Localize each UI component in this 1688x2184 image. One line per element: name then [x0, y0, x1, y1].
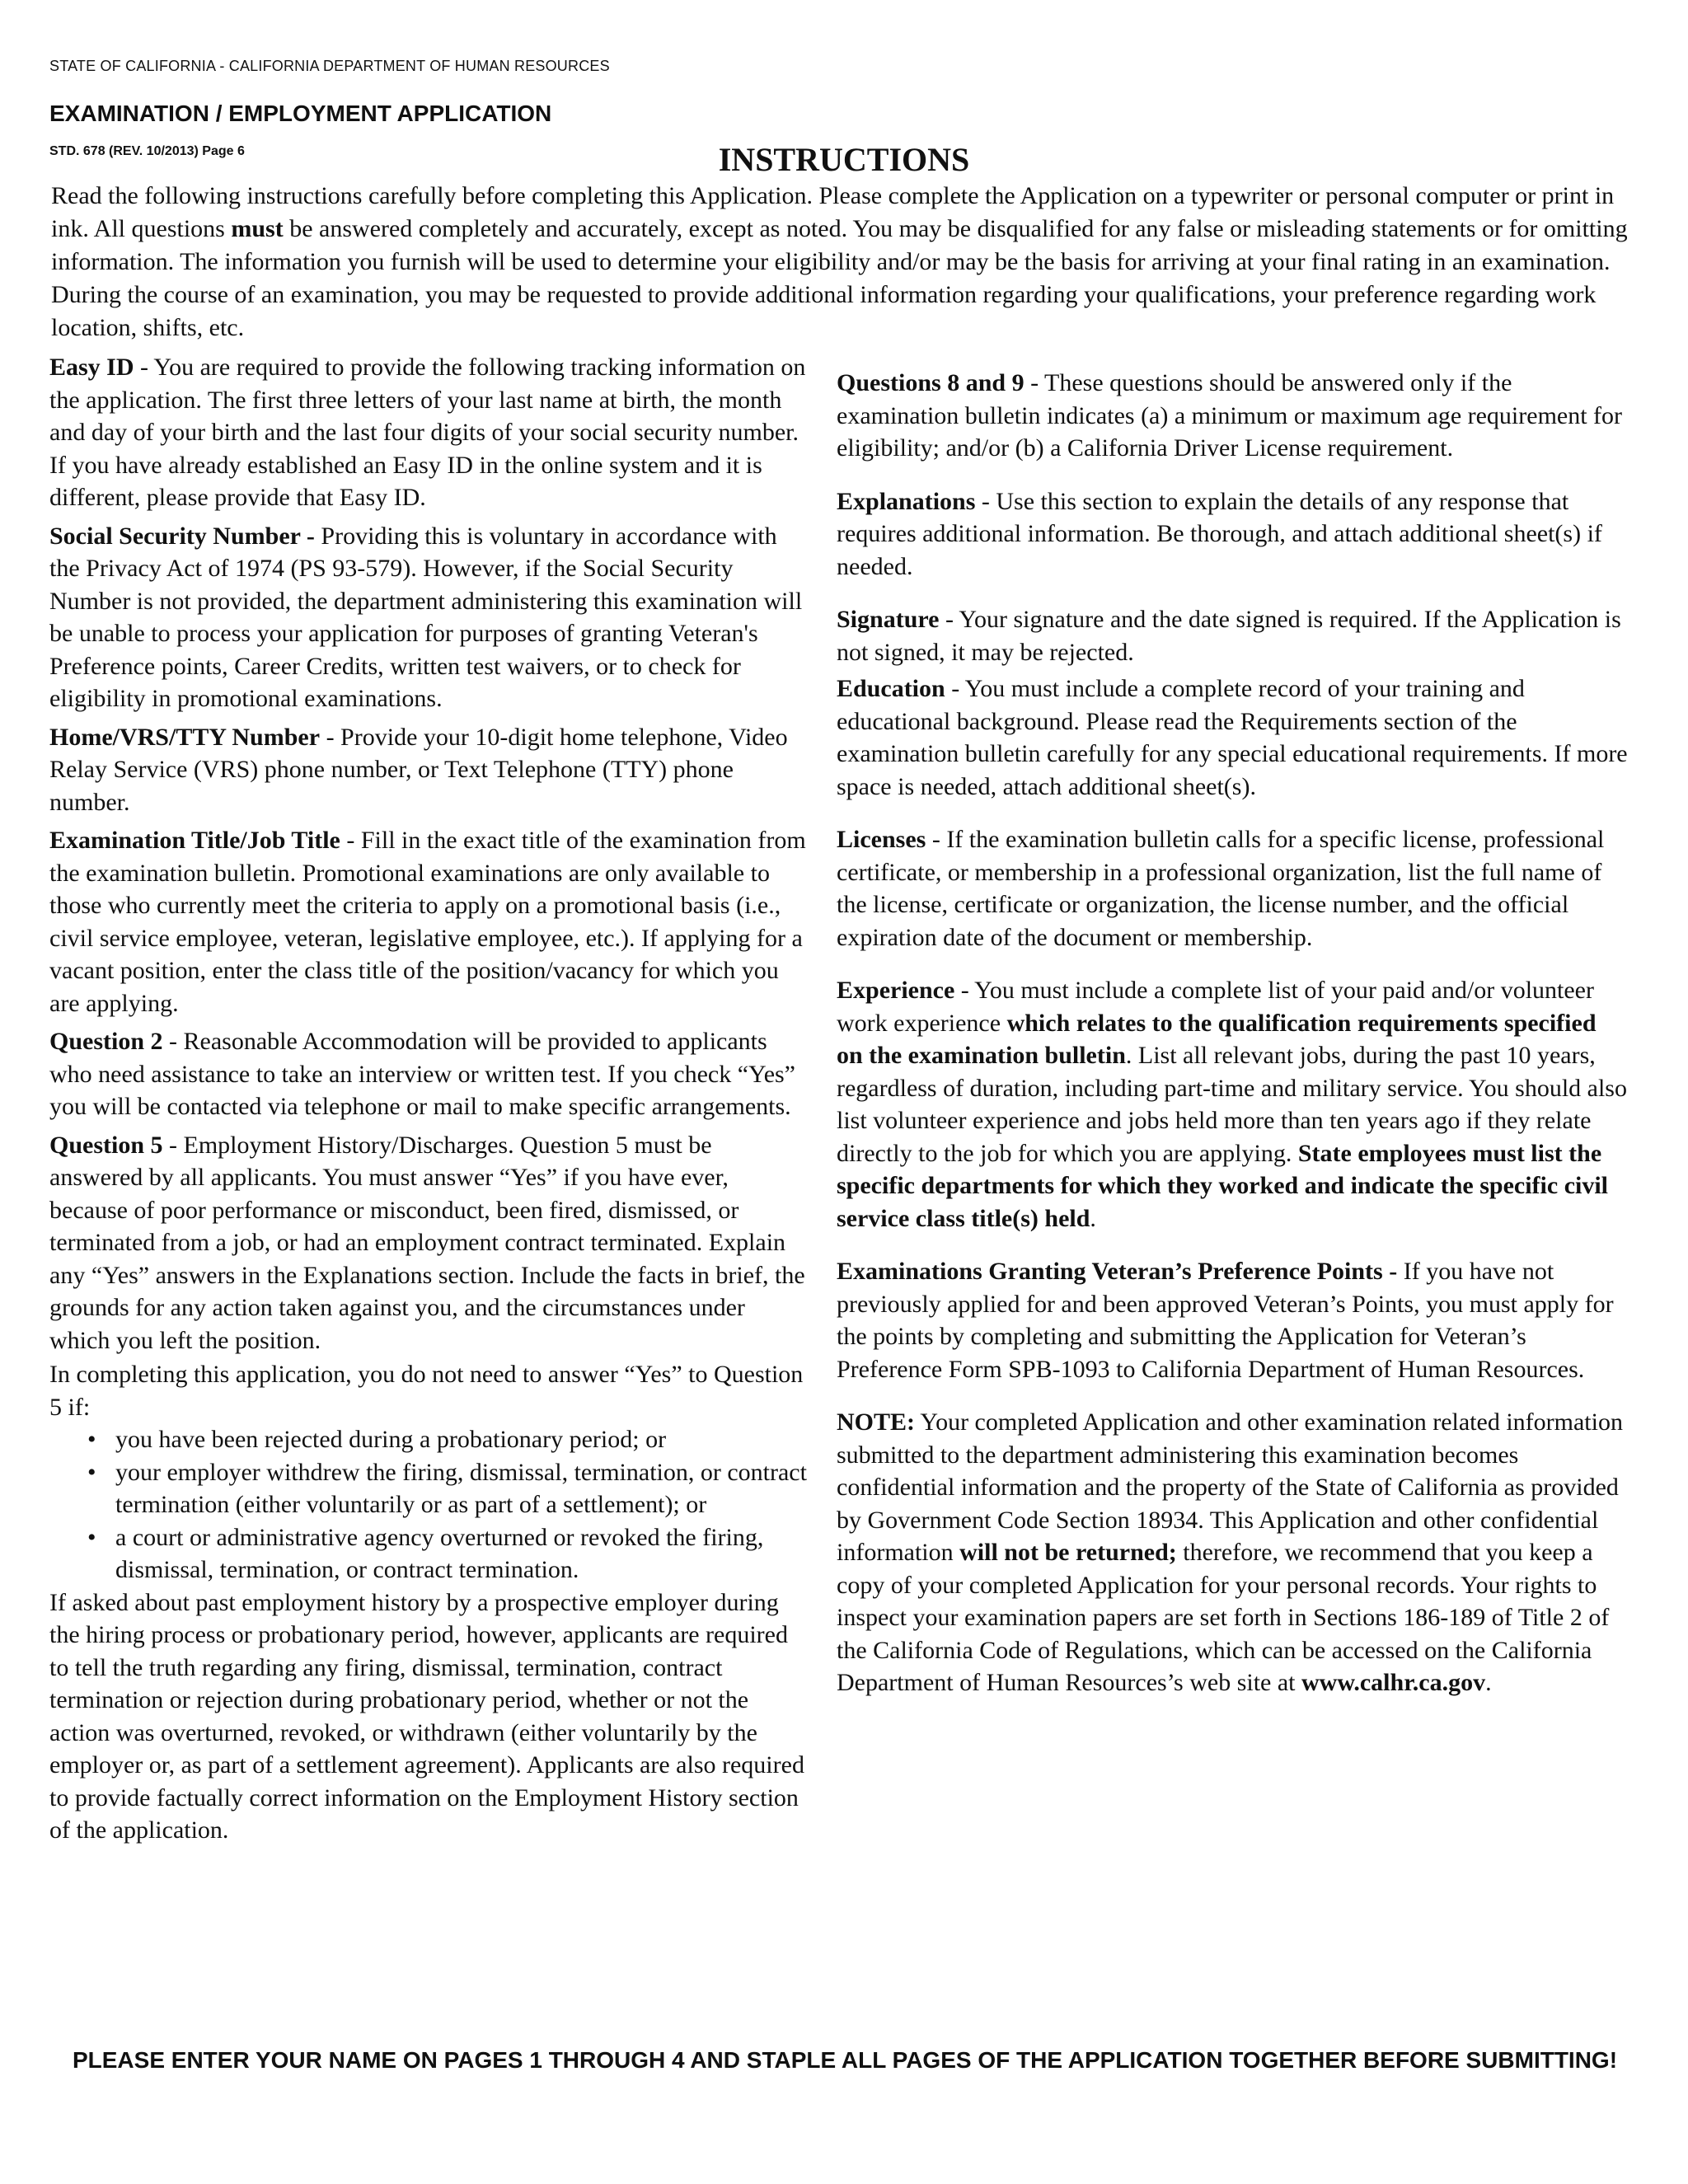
section-explanations [837, 485, 1628, 583]
section-note [837, 1406, 1628, 1699]
section-term: Experience [837, 977, 955, 1004]
form-number: STD. 678 (REV. 10/2013) Page 6 [49, 144, 245, 158]
intro-text-continued: be answered completely and accurately, except as noted. You may be disqualified for any false or misleading statements or for omitting information. The information you furnish will be used to determine your eligibility and/or may be the basis for arriving at your final rating in an examination. During the course of an examination, you may be requested to provide additional information regarding your qualifications, your preference regarding work location, shifts, etc. [51, 215, 1628, 341]
list-item [87, 1423, 808, 1456]
left-column [49, 351, 808, 1853]
section-text: - You must include a complete record of your training and educational background. Please read the Requirements section of the examination bulletin carefully for any special educational requirements. If more space is needed, attach additional sheet(s). [837, 675, 1628, 800]
section-text: . [1485, 1669, 1492, 1696]
section-text: . List all relevant jobs, during the past 10 years, regardless of duration, including part-time and military service. You should also list volunteer experience and jobs held more than ten years ago if they relate directly to the job for which you are applying. [837, 1042, 1627, 1167]
section-text: - If the examination bulletin calls for a specific license, professional certificate, or membership in a professional organization, list the full name of the license, certificate or organization, the license number, and the official expiration date of the document or membership. [837, 826, 1605, 951]
section-text: - You must include a complete list of your paid and/or volunteer work experience [837, 977, 1594, 1037]
section-emphasis: which relates to the qualification requirements specified on the examination bulletin [837, 1009, 1597, 1069]
section-experience [837, 974, 1628, 1235]
section-exam-title [49, 824, 808, 1019]
list-item-text: a court or administrative agency overturned or revoked the firing, dismissal, termination, or contract termination. [115, 1523, 764, 1583]
section-text: - Employment History/Discharges. Question 5 must be answered by all applicants. You must answer “Yes” if you have ever, because of poor performance or misconduct, been fired, dismissed, or terminated from a job, or had an employment contract terminated. Explain any “Yes” answers in the Explanations section. Include the facts in brief, the grounds for any action taken against you, and the circumstances under which you left the position. [49, 1131, 805, 1354]
section-licenses [837, 823, 1628, 954]
section-text: - Provide your 10-digit home telephone, Video Relay Service (VRS) phone number, or Text Telephone (TTY) phone number. [49, 723, 788, 816]
section-emphasis: State employees must list the specific departments for which they worked and indicate the specific civil service class title(s) held [837, 1139, 1609, 1232]
section-question-2 [49, 1025, 808, 1123]
section-veterans-preference [837, 1255, 1628, 1385]
section-phone [49, 721, 808, 819]
section-text: - Use this section to explain the details of any response that requires additional information. Be thorough, and attach additional sheet(s) if needed. [837, 487, 1602, 580]
intro-text: Read the following instructions carefully before completing this Application. Please complete the Application on a typewriter or personal computer or print in ink. All questions [51, 182, 1615, 242]
section-term: NOTE: [837, 1408, 916, 1436]
section-text: . [1090, 1204, 1096, 1232]
section-ssn [49, 520, 808, 715]
right-column [837, 367, 1628, 1720]
section-text: - Reasonable Accommodation will be provided to applicants who need assistance to take an interview or written test. If you check “Yes” you will be contacted via telephone or mail to make specific arrangements. [49, 1028, 795, 1120]
section-text: - These questions should be answered only if the examination bulletin indicates (a) a minimum or maximum age requirement for eligibility; and/or (b) a California Driver License requirement. [837, 369, 1623, 462]
section-term: Examination Title/Job Title [49, 827, 340, 854]
section-term: Examinations Granting Veteran’s Preference Points - [837, 1258, 1398, 1285]
bullet-icon: • [87, 1426, 96, 1453]
section-term: Question 2 [49, 1028, 163, 1055]
section-easy-id [49, 351, 808, 514]
intro-emphasis: must [231, 215, 284, 242]
list-item [87, 1456, 808, 1521]
section-emphasis: will not be returned; [959, 1539, 1177, 1566]
section-term: Easy ID [49, 354, 134, 381]
section-closing: If asked about past employment history by a prospective employer during the hiring process or probationary period, however, applicants are required to tell the truth regarding any firing, dismissal, termination, contract termination or rejection during probationary period, whether or not the action was overturned, revoked, or withdrawn (either voluntarily by the employer or, as part of a settlement agreement). Applicants are also required to provide factually correct information on the Employment History section of the application. [49, 1588, 804, 1844]
section-text: therefore, we recommend that you keep a copy of your completed Application for your personal records. Your rights to inspect your examination papers are set forth in Sections 186-189 of Title 2 of the California Code of Regulations, which can be accessed on the California Department of Human Resources’s web site at [837, 1539, 1610, 1696]
section-term: Education [837, 675, 945, 702]
section-term: Question 5 [49, 1131, 163, 1159]
form-title: EXAMINATION / EMPLOYMENT APPLICATION [49, 101, 552, 126]
page-title: INSTRUCTIONS [718, 141, 970, 178]
list-item-text: you have been rejected during a probationary period; or [115, 1426, 667, 1453]
bullet-icon: • [87, 1458, 96, 1486]
footer-notice: PLEASE ENTER YOUR NAME ON PAGES 1 THROUGH 4 AND STAPLE ALL PAGES OF THE APPLICATION TOGETHER BEFORE SUBMITTING! [72, 2047, 1618, 2073]
section-education [837, 673, 1628, 803]
section-text: - You are required to provide the following tracking information on the application. The first three letters of your last name at birth, the month and day of your birth and the last four digits of your social security number. If you have already established an Easy ID in the online system and it is different, please provide that Easy ID. [49, 354, 806, 511]
section-question-5 [49, 1129, 808, 1357]
intro-paragraph [51, 180, 1642, 344]
list-item [87, 1521, 808, 1586]
list-item-text: your employer withdrew the firing, dismissal, termination, or contract termination (either voluntarily or as part of a settlement); or [115, 1458, 807, 1518]
agency-name: STATE OF CALIFORNIA - CALIFORNIA DEPARTMENT OF HUMAN RESOURCES [49, 58, 610, 74]
section-term: Explanations [837, 487, 976, 515]
bullet-icon: • [87, 1523, 96, 1551]
section-term: Licenses [837, 826, 926, 853]
section-text: Providing this is voluntary in accordance with the Privacy Act of 1974 (PS 93-579). However, if the Social Security Number is not provided, the department administering this examination will be unable to process your application for purposes of granting Veteran's Preference points, Career Credits, written test waivers, or to check for eligibility in promotional examinations. [49, 522, 803, 712]
section-signature [837, 603, 1628, 668]
section-text: If you have not previously applied for and been approved Veteran’s Points, you must apply for the points by completing and submitting the Application for Veteran’s Preference Form SPB-1093 to California Department of Human Resources. [837, 1258, 1614, 1383]
section-questions-8-9 [837, 367, 1628, 465]
section-term: Home/VRS/TTY Number [49, 723, 321, 751]
section-term: Signature [837, 606, 940, 633]
question-5-exceptions-list [49, 1423, 808, 1586]
section-term: Social Security Number - [49, 522, 315, 550]
section-term: Questions 8 and 9 [837, 369, 1025, 396]
section-text: - Fill in the exact title of the examination from the examination bulletin. Promotional examinations are only available to those who currently meet the criteria to apply on a promotional basis (i.e., civil service employee, veteran, legislative employee, etc.). If applying for a vacant position, enter the class title of the position/vacancy for which you are applying. [49, 827, 806, 1017]
section-text: - Your signature and the date signed is required. If the Application is not signed, it may be rejected. [837, 606, 1621, 666]
question-5-lead: In completing this application, you do not need to answer “Yes” to Question 5 if: [49, 1361, 804, 1421]
website-link[interactable]: www.calhr.ca.gov [1301, 1669, 1486, 1696]
section-text: Your completed Application and other examination related information submitted to the department administering this examination becomes confidential information and the property of the State of California as provided by Government Code Section 18934. This Application and other confidential information [837, 1408, 1623, 1566]
